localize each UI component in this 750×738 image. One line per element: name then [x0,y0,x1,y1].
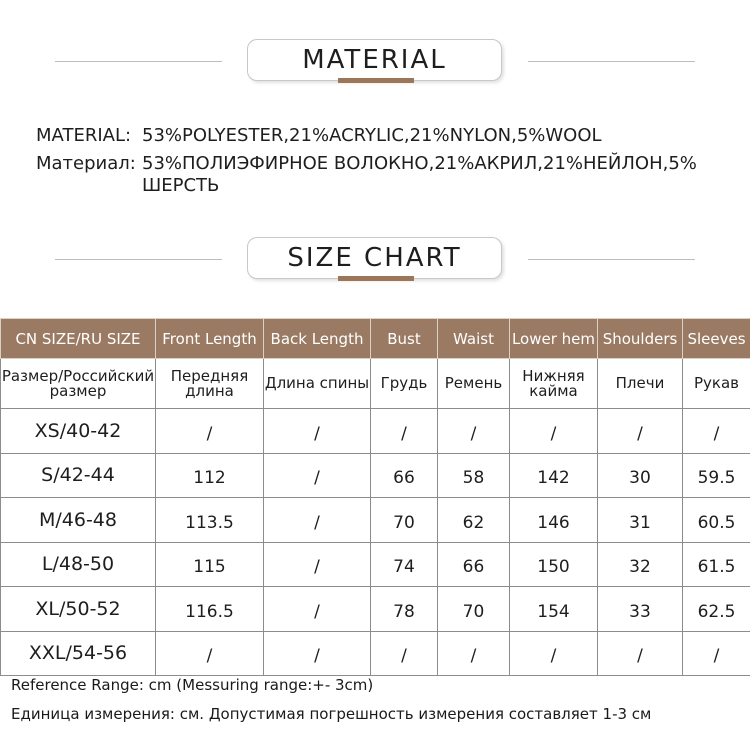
material-en-value: 53%POLYESTER,21%ACRYLIC,21%NYLON,5%WOOL [142,125,602,146]
header-ru-cell: Размер/Российский размер [1,359,156,409]
table-row [1,409,750,454]
table-cell: 66 [371,453,438,498]
header-shoulders: Shoulders [598,319,683,359]
material-ru-value: 53%ПОЛИЭФИРНОЕ ВОЛОКНО,21%АКРИЛ,21%НЕЙЛОН,5% ШЕРСТЬ [142,153,697,196]
title-underline [338,78,414,83]
table-cell: / [264,453,371,498]
table-cell: / [156,409,264,454]
table-row [1,542,750,587]
table-cell: / [438,631,510,676]
table-cell: 115 [156,542,264,587]
table-row [1,498,750,543]
divider-left [55,61,222,62]
header-ru-cell: Длина спины [264,359,371,409]
table-cell: / [371,631,438,676]
header-size: CN SIZE/RU SIZE [1,319,156,359]
size-cell: M/46-48 [1,498,156,543]
table-cell: / [510,409,598,454]
table-cell: 61.5 [683,542,750,587]
size-cell: XS/40-42 [1,409,156,454]
table-cell: / [264,587,371,632]
table-cell: 60.5 [683,498,750,543]
table-cell: / [371,409,438,454]
size-cell: XL/50-52 [1,587,156,632]
table-row [1,631,750,676]
table-cell: / [264,631,371,676]
material-title: MATERIAL [247,39,502,81]
table-cell: 31 [598,498,683,543]
title-underline [338,276,414,281]
table-cell: / [264,542,371,587]
table-cell: 33 [598,587,683,632]
header-ru-cell: Грудь [371,359,438,409]
header-back-length: Back Length [264,319,371,359]
table-cell: 142 [510,453,598,498]
material-en-row [0,125,750,149]
material-en-label: MATERIAL: [36,125,132,146]
header-row-ru [1,359,750,409]
divider-left [55,259,222,260]
header-ru-cell: Передняя длина [156,359,264,409]
header-bust: Bust [371,319,438,359]
header-front-length: Front Length [156,319,264,359]
table-cell: 150 [510,542,598,587]
reference-range-note: Reference Range: cm (Messuring range:+- 3cm) [11,676,374,694]
material-ru-label: Материал: [36,153,136,174]
reference-range-note-ru: Единица измерения: см. Допустимая погрешность измерения составляет 1-3 см [11,705,652,723]
table-cell: 66 [438,542,510,587]
table-cell: / [510,631,598,676]
table-cell: 112 [156,453,264,498]
table-cell: 74 [371,542,438,587]
table-cell: / [264,409,371,454]
table-cell: 59.5 [683,453,750,498]
table-cell: / [598,409,683,454]
table-cell: 58 [438,453,510,498]
size-cell: L/48-50 [1,542,156,587]
header-ru-cell: Ремень [438,359,510,409]
table-cell: 70 [438,587,510,632]
table-cell: 62 [438,498,510,543]
table-cell: / [156,631,264,676]
table-cell: 30 [598,453,683,498]
header-lower-hem: Lower hem [510,319,598,359]
divider-right [528,61,695,62]
table-cell: 116.5 [156,587,264,632]
table-cell: 70 [371,498,438,543]
table-cell: 113.5 [156,498,264,543]
table-cell: / [683,631,750,676]
size-cell: XXL/54-56 [1,631,156,676]
size-cell: S/42-44 [1,453,156,498]
size-chart-heading [0,237,750,287]
header-ru-cell: Рукав [683,359,750,409]
header-ru-cell: Плечи [598,359,683,409]
size-chart-table [0,318,750,676]
header-sleeves: Sleeves [683,319,750,359]
table-cell: 154 [510,587,598,632]
size-chart-title: SIZE CHART [247,237,502,279]
table-cell: / [598,631,683,676]
table-cell: / [264,498,371,543]
material-heading [0,39,750,89]
table-cell: 146 [510,498,598,543]
table-cell: 62.5 [683,587,750,632]
header-ru-cell: Нижняя кайма [510,359,598,409]
table-row [1,453,750,498]
table-row [1,587,750,632]
table-cell: / [683,409,750,454]
header-row-en [1,319,750,359]
material-ru-row [0,153,750,199]
divider-right [528,259,695,260]
header-waist: Waist [438,319,510,359]
table-cell: / [438,409,510,454]
table-cell: 32 [598,542,683,587]
table-cell: 78 [371,587,438,632]
